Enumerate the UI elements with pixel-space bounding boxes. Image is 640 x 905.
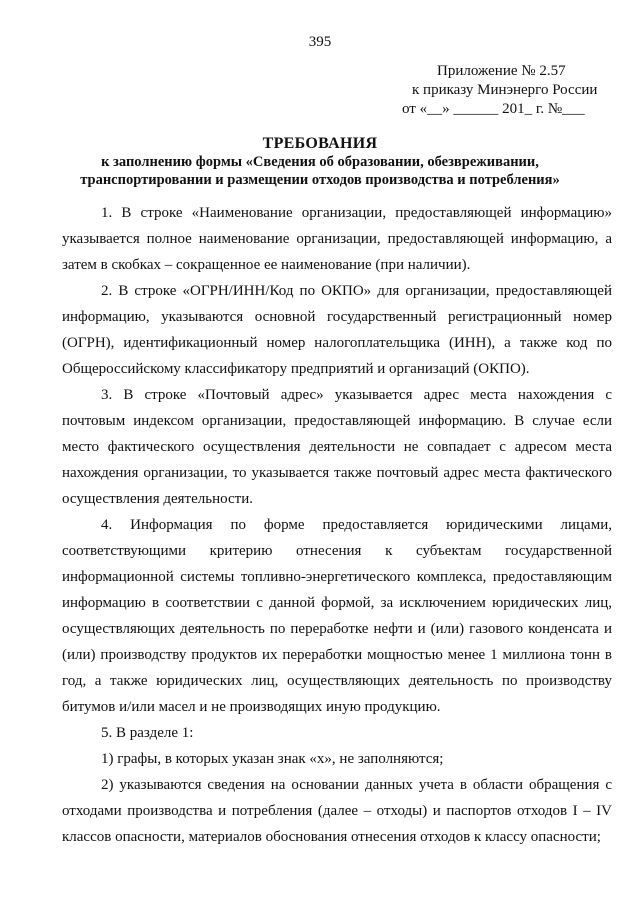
document-title [0, 135, 640, 189]
title-line-3: транспортировании и размещении отходов производства и потребления» [80, 172, 560, 188]
paragraph-5-item-2: 2) указываются сведения на основании данных учета в области обращения с отходами производства и потребления (далее – отходы) и паспортов отходов I – IV классов опасности, материалов обоснования отнесения отходов к классу опасности; [62, 777, 612, 845]
paragraph-1: 1. В строке «Наименование организации, предоставляющей информацию» указывается полное наименование организации, предоставляющей информацию, а затем в скобках – сокращенное ее наименование (при наличии). [62, 205, 612, 273]
title-line-1: ТРЕБОВАНИЯ [262, 135, 378, 152]
paragraph-3: 3. В строке «Почтовый адрес» указывается адрес места нахождения с почтовым индексом организации, предоставляющей информацию. В случае если место фактического осуществления деятельности не совпадает с адресом места нахождения организации, то указывается также почтовый адрес места фактического осуществления деятельности. [62, 387, 612, 507]
paragraph-2: 2. В строке «ОГРН/ИНН/Код по ОКПО» для организации, предоставляющей информацию, указываются основной государственный регистрационный номер (ОГРН), идентификационный номер налогоплательщика (ИНН), а также код по Общероссийскому классификатору предприятий и организаций (ОКПО). [62, 283, 612, 377]
paragraph-5-item-1: 1) графы, в которых указан знак «х», не заполняются; [101, 751, 444, 767]
paragraph-4: 4. Информация по форме предоставляется юридическими лицами, соответствующими критерию отнесения к субъектам государственной информационной системы топливно-энергетического комплекса, предоставляющим информацию в соответствии с данной формой, за исключением юридических лиц, осуществляющих деятельность по переработке нефти и (или) газового конденсата и (или) производству продуктов их переработки мощностью менее 1 миллиона тонн в год, а также юридических лиц, осуществляющих деятельность по производству битумов и/или масел и не производящих иную продукцию. [62, 517, 612, 715]
appendix-line-2: к приказу Минэнерго России [412, 82, 598, 98]
paragraph-5: 5. В разделе 1: [101, 725, 194, 741]
appendix-header [402, 62, 612, 119]
title-line-2: к заполнению формы «Сведения об образовании, обезвреживании, [101, 154, 539, 170]
appendix-line-1: Приложение № 2.57 [437, 63, 566, 79]
appendix-line-3: от «__» ______ 201_ г. №___ [402, 101, 585, 117]
page-number: 395 [308, 34, 332, 50]
document-body [62, 200, 612, 850]
